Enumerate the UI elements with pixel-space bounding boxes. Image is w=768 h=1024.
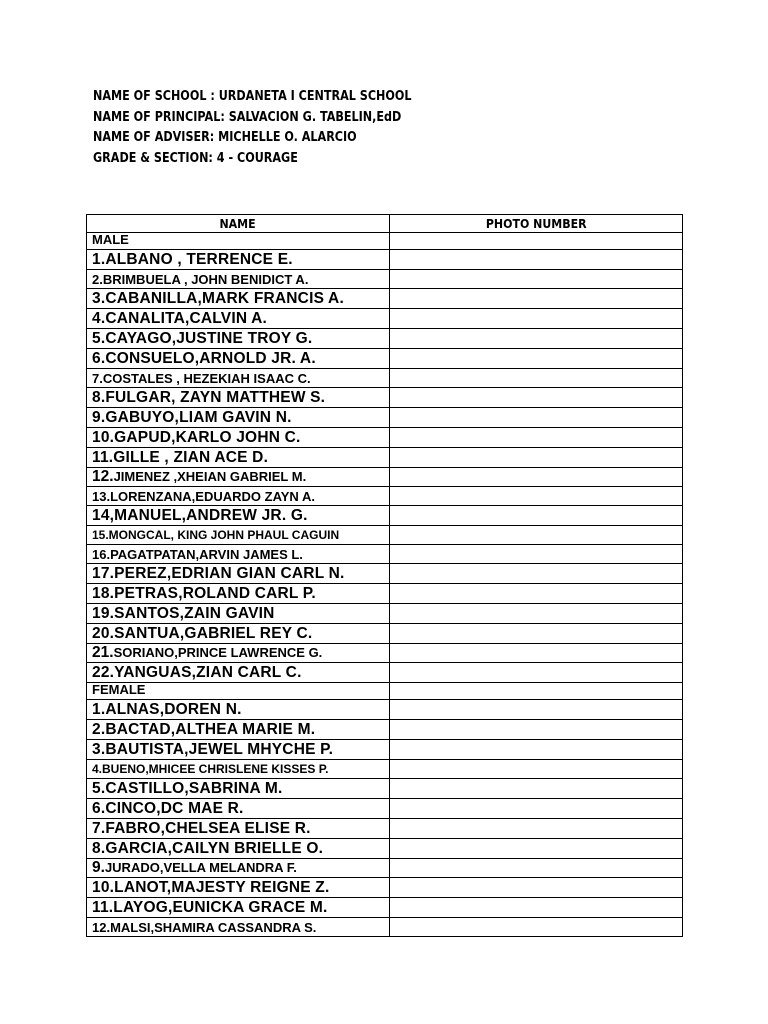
principal-name: NAME OF PRINCIPAL: SALVACION G. TABELIN,EdD [93,109,402,125]
table-row [87,760,683,779]
table-header-row [87,215,683,233]
photo-number-cell [390,683,683,700]
male-section-row [87,233,683,250]
student-name: 22.YANGUAS,ZIAN CARL C. [87,663,390,683]
table-row [87,564,683,584]
photo-number-cell [390,349,683,369]
photo-number-cell [390,428,683,448]
student-name: 11.GILLE , ZIAN ACE D. [87,448,390,468]
student-name: 10.GAPUD,KARLO JOHN C. [87,428,390,448]
table-row [87,270,683,289]
student-roster-table [86,214,683,937]
student-number: 9. [92,859,105,876]
student-name: 12.MALSI,SHAMIRA CASSANDRA S. [87,918,390,937]
table-row [87,720,683,740]
table-row [87,644,683,663]
table-row [87,859,683,878]
table-row [87,918,683,937]
student-name: 14,MANUEL,ANDREW JR. G. [87,506,390,526]
student-name: 9.GABUYO,LIAM GAVIN N. [87,408,390,428]
student-name [87,644,390,663]
table-row [87,408,683,428]
table-row [87,898,683,918]
student-name-text: SORIANO,PRINCE LAWRENCE G. [113,645,323,660]
photo-number-cell [390,233,683,250]
photo-number-cell [390,388,683,408]
photo-number-cell [390,898,683,918]
photo-number-cell [390,700,683,720]
school-name: NAME OF SCHOOL : URDANETA I CENTRAL SCHOOL [93,89,412,104]
photo-number-cell [390,740,683,760]
table-row [87,250,683,270]
student-name: 7.FABRO,CHELSEA ELISE R. [87,819,390,839]
grade-section: GRADE & SECTION: 4 - COURAGE [93,150,298,166]
table-row [87,624,683,644]
student-name: 1.ALBANO , TERRENCE E. [87,250,390,270]
photo-number-cell [390,270,683,289]
photo-number-cell [390,408,683,428]
photo-number-cell [390,663,683,683]
table-row [87,839,683,859]
student-name: 4.CANALITA,CALVIN A. [87,309,390,329]
student-name: 5.CASTILLO,SABRINA M. [87,779,390,799]
student-name: 2.BACTAD,ALTHEA MARIE M. [87,720,390,740]
student-name: 5.CAYAGO,JUSTINE TROY G. [87,329,390,349]
table-row [87,448,683,468]
student-name: 15.MONGCAL, KING JOHN PHAUL CAGUIN [87,526,390,545]
school-info-header [93,87,412,169]
table-row [87,349,683,369]
student-name: 3.BAUTISTA,JEWEL MHYCHE P. [87,740,390,760]
student-name: 20.SANTUA,GABRIEL REY C. [87,624,390,644]
student-name [87,468,390,487]
photo-number-cell [390,468,683,487]
photo-number-cell [390,720,683,740]
student-name: 7.COSTALES , HEZEKIAH ISAAC C. [87,369,390,388]
student-name: 6.CINCO,DC MAE R. [87,799,390,819]
student-name: 4.BUENO,MHICEE CHRISLENE KISSES P. [87,760,390,779]
table-row [87,545,683,564]
student-name-text: JURADO,VELLA MELANDRA F. [104,860,297,875]
table-row [87,663,683,683]
table-row [87,779,683,799]
male-section-label: MALE [87,233,390,250]
student-name: 3.CABANILLA,MARK FRANCIS A. [87,289,390,309]
student-name: 1.ALNAS,DOREN N. [87,700,390,720]
table-row [87,740,683,760]
photo-number-cell [390,799,683,819]
table-row [87,309,683,329]
student-name: 19.SANTOS,ZAIN GAVIN [87,604,390,624]
table-row [87,799,683,819]
female-section-row [87,683,683,700]
name-column-header: NAME [87,215,390,233]
photo-number-cell [390,624,683,644]
student-name: 2.BRIMBUELA , JOHN BENIDICT A. [87,270,390,289]
table-row [87,468,683,487]
student-name: 10.LANOT,MAJESTY REIGNE Z. [87,878,390,898]
photo-number-cell [390,250,683,270]
photo-number-cell [390,760,683,779]
table-row [87,700,683,720]
adviser-name: NAME OF ADVISER: MICHELLE O. ALARCIO [93,130,357,145]
table-row [87,487,683,506]
table-row [87,526,683,545]
female-section-label: FEMALE [87,683,390,700]
photo-number-cell [390,369,683,388]
table-row [87,819,683,839]
student-name: 6.CONSUELO,ARNOLD JR. A. [87,349,390,369]
student-name: 11.LAYOG,EUNICKA GRACE M. [87,898,390,918]
photo-number-cell [390,779,683,799]
student-name: 18.PETRAS,ROLAND CARL P. [87,584,390,604]
table-row [87,428,683,448]
student-name: 8.GARCIA,CAILYN BRIELLE O. [87,839,390,859]
table-row [87,329,683,349]
student-name: 13.LORENZANA,EDUARDO ZAYN A. [87,487,390,506]
photo-number-cell [390,487,683,506]
photo-number-cell [390,289,683,309]
student-name: 16.PAGATPATAN,ARVIN JAMES L. [87,545,390,564]
photo-number-cell [390,918,683,937]
photo-number-cell [390,526,683,545]
table-row [87,506,683,526]
table-row [87,604,683,624]
photo-number-cell [390,819,683,839]
table-row [87,388,683,408]
photo-number-cell [390,329,683,349]
photo-number-cell [390,448,683,468]
student-number: 21. [92,644,114,661]
photo-number-cell [390,564,683,584]
student-name [87,859,390,878]
student-name-text: JIMENEZ ,XHEIAN GABRIEL M. [113,469,307,484]
student-number: 12. [92,468,114,485]
photo-number-cell [390,859,683,878]
table-row [87,369,683,388]
photo-number-cell [390,604,683,624]
student-name: 8.FULGAR, ZAYN MATTHEW S. [87,388,390,408]
photo-number-cell [390,309,683,329]
photo-number-cell [390,878,683,898]
table-row [87,878,683,898]
photo-number-cell [390,545,683,564]
photo-number-cell [390,584,683,604]
photo-number-column-header: PHOTO NUMBER [390,215,683,233]
photo-number-cell [390,506,683,526]
table-row [87,584,683,604]
table-row [87,289,683,309]
student-name: 17.PEREZ,EDRIAN GIAN CARL N. [87,564,390,584]
photo-number-cell [390,839,683,859]
photo-number-cell [390,644,683,663]
